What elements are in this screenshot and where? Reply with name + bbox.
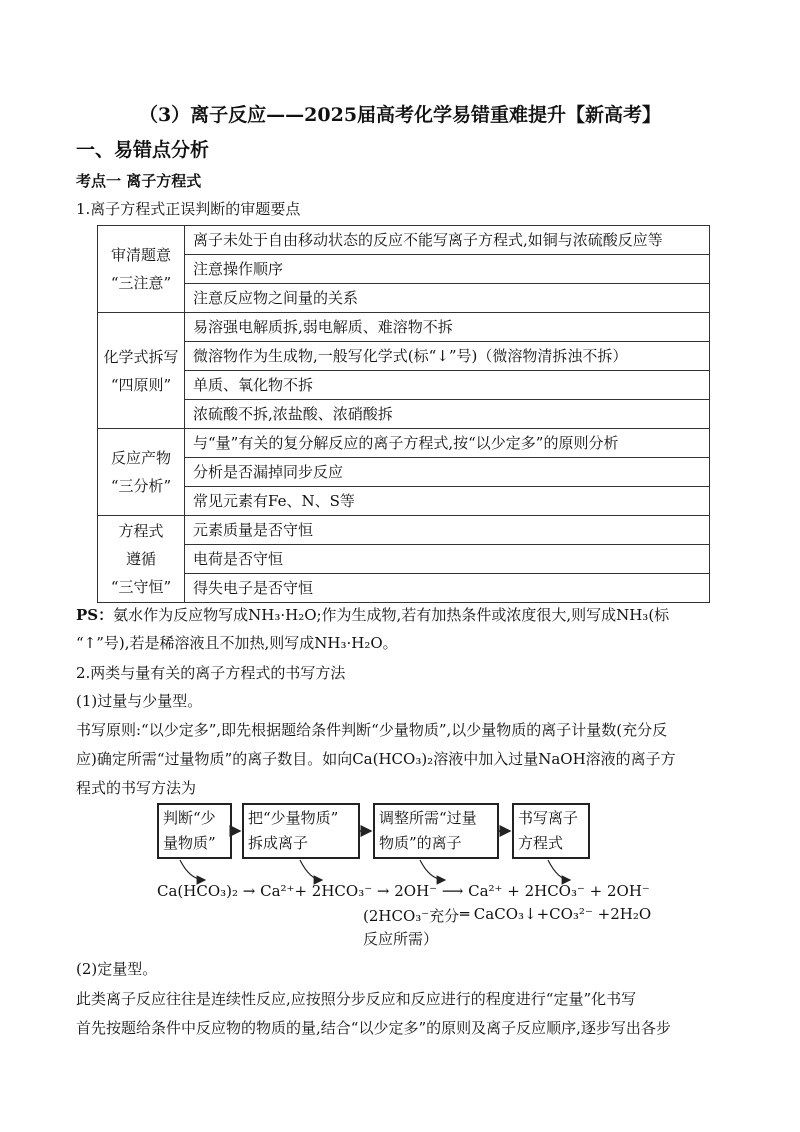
flow-text: 调整所需“过量 [379, 809, 477, 827]
rule-cell: 与“量”有关的复分解反应的离子方程式,按“以少定多”的原则分析 [185, 429, 710, 458]
ps-label: PS： [76, 606, 114, 624]
ps-text: 氨水作为反应物写成NH₃·H₂O;作为生成物,若有加热条件或浓度很大,则写成NH₃(标 [113, 606, 670, 624]
item-heading: 2.两类与量有关的离子方程式的书写方法 [76, 664, 346, 682]
rule-cell: 浓硫酸不拆,浓盐酸、浓硝酸拆 [185, 400, 710, 429]
flow-text: 把“少量物质” [248, 809, 339, 827]
equation-note: (2HCO₃⁻充分 [363, 907, 460, 925]
subitem-heading: (1)过量与少量型。 [76, 692, 203, 710]
item-heading: 1.离子方程式正误判断的审题要点 [76, 200, 301, 218]
ps-note-line2: “↑”号),若是稀溶液且不加热,则写成NH₃·H₂O。 [76, 634, 398, 652]
category-label: “三注意” [110, 274, 172, 292]
kaodian-heading: 考点一 离子方程式 [76, 172, 202, 190]
section-heading: 一、易错点分析 [76, 139, 210, 161]
rule-cell: 微溶物作为生成物,一般写化学式(标“↓”号)（微溶物清拆浊不拆） [185, 342, 710, 371]
flow-text: 物质”的离子 [379, 834, 462, 852]
subitem-heading: (2)定量型。 [76, 960, 158, 978]
page-title: （3）离子反应——2025届高考化学易错重难提升【新高考】 [138, 104, 662, 126]
flow-text: 量物质” [163, 834, 216, 852]
paragraph-line: 此类离子反应往往是连续性反应,应按照分步反应和反应进行的程度进行“定量”化书写 [76, 990, 637, 1008]
category-label: “三守恒” [110, 578, 172, 596]
rule-cell: 分析是否漏掉同步反应 [185, 458, 710, 487]
category-label: 方程式 [118, 522, 164, 540]
category-label: 审清题意 [110, 246, 171, 264]
paragraph-line: 首先按题给条件中反应物的物质的量,结合“以少定多”的原则及离子反应顺序,逐步写出各步 [76, 1019, 671, 1037]
rule-cell: 元素质量是否守恒 [185, 516, 710, 545]
equation-note: 反应所需） [363, 930, 439, 948]
category-label: “三分析” [110, 477, 172, 495]
flow-text: 书写离子 [518, 809, 579, 827]
curved-arrow-icon [300, 860, 322, 880]
flow-text: 方程式 [518, 834, 564, 852]
rule-cell: 单质、氧化物不拆 [185, 371, 710, 400]
equation-line: Ca(HCO₃)₂ → Ca²⁺+ 2HCO₃⁻ → 2OH⁻ ⟶ Ca²⁺ + 2HCO₃⁻ + 2OH⁻ [157, 882, 650, 900]
paragraph-line: 程式的书写方法为 [76, 779, 197, 797]
category-label: 化学式拆写 [103, 347, 179, 366]
paragraph-line: 应)确定所需“过量物质”的离子数目。如向Ca(HCO₃)₂溶液中加入过量NaOH溶液的离子方 [76, 750, 676, 768]
rule-cell: 易溶强电解质拆,弱电解质、难溶物不拆 [185, 313, 710, 342]
category-label: 反应产物 [110, 449, 171, 467]
rule-cell: 注意操作顺序 [185, 255, 710, 284]
paragraph-line: 书写原则:“以少定多”,即先根据题给条件判断“少量物质”,以少量物质的离子计量数(充分反 [76, 721, 668, 739]
curved-arrow-icon [180, 860, 205, 880]
curved-arrow-icon [548, 860, 570, 880]
flow-text: 判断“少 [163, 809, 216, 827]
rule-cell: 电荷是否守恒 [185, 545, 710, 574]
category-label: 遵循 [125, 550, 156, 568]
rule-cell: 离子未处于自由移动状态的反应不能写离子方程式,如铜与浓硫酸反应等 [185, 226, 710, 255]
category-label: “四原则” [110, 375, 172, 394]
flow-text: 拆成离子 [248, 834, 309, 852]
equation-line: ═ CaCO₃↓+CO₃²⁻ +2H₂O [460, 905, 652, 923]
rule-cell: 注意反应物之间量的关系 [185, 284, 710, 313]
rule-cell: 得失电子是否守恒 [185, 574, 710, 603]
rule-cell: 常见元素有Fe、N、S等 [185, 487, 710, 516]
curved-arrow-icon [420, 860, 445, 880]
